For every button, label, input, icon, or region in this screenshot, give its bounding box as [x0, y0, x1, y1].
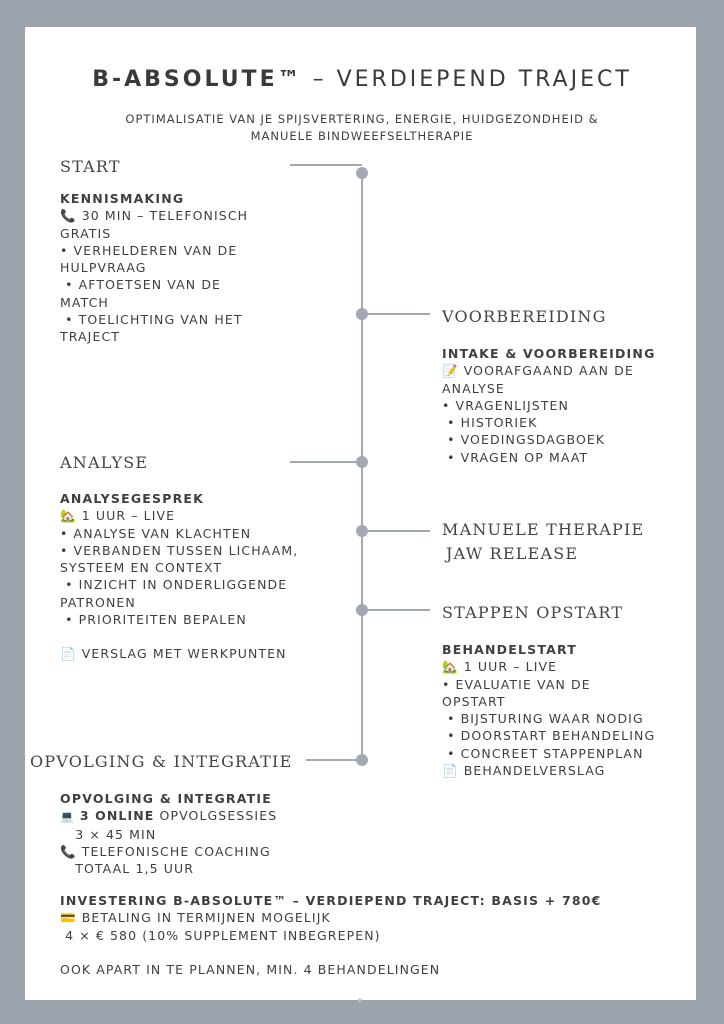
behandelstart-block: BEHANDELSTART 🏡 1 UUR – LIVE • EVALUATIE VAN DE OPSTART • BIJSTURING WAAR NODIG • DOORSTART BEHANDELING • CONCREET STAPPENPLAN 📄 BEHANDELVERSLAG	[442, 642, 656, 779]
connector-analyse	[290, 461, 362, 463]
timeline-dot-voorbereiding	[356, 308, 368, 320]
stage-stappen-opstart: STAPPEN OPSTART	[442, 603, 624, 622]
stage-opvolging: OPVOLGING & INTEGRATIE	[30, 752, 293, 771]
investment-block: INVESTERING B-ABSOLUTE™ – VERDIEPEND TRAJECT: BASIS + 780€ 💳 BETALING IN TERMIJNEN MOGELIJK 4 × € 580 (10% SUPPLEMENT INBEGREPEN)	[60, 893, 602, 943]
stage-manuele-therapie: MANUELE THERAPIE JAW RELEASE	[442, 520, 645, 563]
stage-start: START	[60, 157, 121, 176]
kennismaking-block: KENNISMAKING 📞 30 MIN – TELEFONISCH GRATIS • VERHELDEREN VAN DE HULPVRAAG • AFTOETSEN VAN DE MATCH • TOELICHTING VAN HET TRAJECT	[60, 191, 249, 345]
intake-block: INTAKE & VOORBEREIDING 📝 VOORAFGAAND AAN DE ANALYSE • VRAGENLIJSTEN • HISTORIEK • VOEDINGSDAGBOEK • VRAGEN OP MAAT	[442, 346, 656, 465]
laptop-icon: 💻	[60, 810, 75, 824]
timeline-dot-start	[356, 167, 368, 179]
timeline-dot-analyse	[356, 456, 368, 468]
analysegesprek-block: ANALYSEGESPREK 🏡 1 UUR – LIVE • ANALYSE VAN KLACHTEN • VERBANDEN TUSSEN LICHAAM, SYSTEEM EN CONTEXT • INZICHT IN ONDERLIGGENDE PATRONEN • PRIORITEITEN BEPALEN 📄 VERSLAG MET WERKPUNTEN	[60, 491, 299, 662]
page-title: B-ABSOLUTE™ – VERDIEPEND TRAJECT	[92, 67, 632, 92]
connector-stappen	[362, 609, 430, 611]
stage-voorbereiding: VOORBEREIDING	[442, 307, 607, 326]
behandelstart-heading: BEHANDELSTART	[442, 642, 577, 657]
stage-analyse: ANALYSE	[60, 453, 149, 472]
star-icon: ✦	[356, 996, 364, 1006]
kennismaking-heading: KENNISMAKING	[60, 191, 185, 206]
timeline-dot-manuele	[356, 525, 368, 537]
analysis-report-line: 📄 VERSLAG MET WERKPUNTEN	[60, 646, 287, 662]
investment-heading: INVESTERING B-ABSOLUTE™ – VERDIEPEND TRAJECT: BASIS + 780€	[60, 893, 602, 908]
analysegesprek-heading: ANALYSEGESPREK	[60, 491, 205, 506]
connector-opvolging	[306, 759, 362, 761]
intake-heading: INTAKE & VOORBEREIDING	[442, 346, 656, 361]
footer-note: OOK APART IN TE PLANNEN, MIN. 4 BEHANDELINGEN	[60, 962, 441, 977]
opvolging-heading: OPVOLGING & INTEGRATIE	[60, 791, 272, 806]
connector-start	[290, 164, 362, 166]
connector-manuele	[362, 530, 430, 532]
timeline-dot-opvolging	[356, 754, 368, 766]
page-subtitle: OPTIMALISATIE VAN JE SPIJSVERTERING, ENERGIE, HUIDGEZONDHEID & MANUELE BINDWEEFSELTHERAPIE	[125, 112, 599, 143]
connector-voorbereiding	[362, 313, 430, 315]
opvolging-block: OPVOLGING & INTEGRATIE 💻 3 ONLINE OPVOLGSESSIES 3 × 45 MIN 📞 TELEFONISCHE COACHING TOTAAL 1,5 UUR	[60, 791, 278, 877]
timeline-dot-stappen	[356, 604, 368, 616]
